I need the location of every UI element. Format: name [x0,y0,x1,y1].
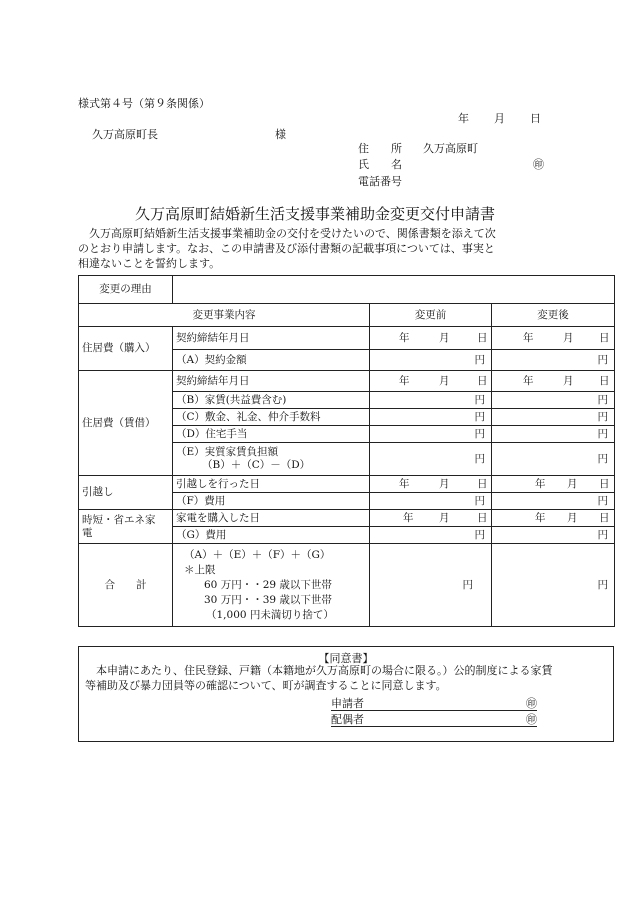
consent-line: 等補助及び暴力団員等の確認について、町が調査することに同意します。 [85,679,447,692]
recipient: 久万高原町長 [92,128,158,141]
name-label: 氏 名 [358,158,402,171]
applicant-seal: ㊞ [526,697,537,710]
before-amount-field[interactable]: 円 [370,493,492,510]
after-amount-field[interactable]: 円 [492,493,615,510]
after-date-field[interactable]: 年 月 日 [492,327,615,350]
moving-cost-label: （F）費用 [173,493,370,510]
contract-date-label: 契約締結年月日 [173,327,370,350]
actual-rent-label [173,443,370,476]
after-amount-field[interactable]: 円 [492,409,615,426]
reason-label: 変更の理由 [79,276,173,304]
consent-line: 本申請にあたり、住民登録、戸籍（本籍地が久万高原町の場合に限る。）公的制度による家賃 [85,664,553,677]
before-date-field[interactable]: 年 月 日 [370,327,492,350]
change-table [78,275,615,627]
intro-line: のとおり申請します。なお、この申請書及び添付書類の記載事項については、事実と [78,242,495,255]
consent-heading: 【同意書】 [318,652,374,665]
spouse-seal: ㊞ [526,713,537,726]
applicant-signature-field[interactable] [331,697,537,711]
appliance-date-label: 家電を購入した日 [173,510,370,527]
limit-line: 30 万円・・39 歳以下世帯 [204,593,332,606]
col-before-header: 変更前 [370,304,492,327]
before-date-field[interactable]: 年 月 日 [370,510,492,527]
after-amount-field[interactable]: 円 [492,426,615,443]
contract-amount-label: （A）契約金額 [173,350,370,371]
limit-label: ＊上限 [184,563,216,576]
actual-rent-formula: （B）＋（C）－（D） [202,459,311,471]
housing-rent-label: 住居費（賃借） [79,371,173,476]
spouse-signature-field[interactable] [331,713,537,727]
appliance-cost-label: （G）費用 [173,527,370,544]
before-date-field[interactable]: 年 月 日 [370,371,492,392]
before-amount-field[interactable]: 円 [370,392,492,409]
before-amount-field[interactable]: 円 [370,443,492,476]
col-content-header: 変更事業内容 [79,304,370,327]
consent-box [78,646,614,742]
form-number: 様式第４号（第９条関係） [78,97,210,110]
appliance-label-line: 時短・省エネ家 [82,513,156,526]
date-year: 年 [458,112,469,125]
reason-field[interactable] [173,276,615,304]
deposit-label: （C）敷金、礼金、仲介手数料 [173,409,370,426]
before-date-field[interactable]: 年 月 日 [370,476,492,493]
phone-label: 電話番号 [358,175,402,188]
before-amount-field[interactable]: 円 [370,409,492,426]
before-amount-field[interactable]: 円 [370,350,492,371]
after-date-field[interactable]: 年 月 日 [492,510,615,527]
after-date-field[interactable]: 年 月 日 [492,371,615,392]
after-amount-field[interactable]: 円 [492,350,615,371]
after-total-field[interactable]: 円 [492,544,615,627]
limit-line: （1,000 円未満切り捨て） [206,608,334,621]
before-amount-field[interactable]: 円 [370,527,492,544]
after-amount-field[interactable]: 円 [492,443,615,476]
actual-rent-title: （E）実質家賃負担額 [176,446,279,458]
total-formula-cell [173,544,370,627]
document-title: 久万高原町結婚新生活支援事業補助金変更交付申請書 [134,205,495,223]
table-row [79,304,615,327]
date-day: 日 [530,112,541,125]
address-label: 住 所 [358,142,402,155]
table-row [79,510,615,527]
after-amount-field[interactable]: 円 [492,392,615,409]
total-formula: （A）＋（E）＋（F）＋（G） [184,548,331,561]
before-amount-field[interactable]: 円 [370,426,492,443]
table-row [79,544,615,627]
housing-purchase-label: 住居費（購入） [79,327,173,371]
intro-paragraph [78,226,558,271]
table-row [79,276,615,304]
before-total-field[interactable]: 円 [370,544,492,627]
intro-line: 相違ないことを誓約します。 [78,257,221,270]
moving-date-label: 引越しを行った日 [173,476,370,493]
appliance-label [79,510,173,544]
contract-date-label: 契約締結年月日 [173,371,370,392]
total-label: 合 計 [79,544,173,627]
allowance-label: （D）住宅手当 [173,426,370,443]
intro-line: 久万高原町結婚新生活支援事業補助金の交付を受けたいので、関係書類を添えて次 [78,227,496,240]
consent-body [85,663,607,693]
after-date-field[interactable]: 年 月 日 [492,476,615,493]
rent-label: （B）家賃(共益費含む) [173,392,370,409]
moving-label: 引越し [79,476,173,510]
appliance-label-line: 電 [82,526,93,539]
honorific: 様 [275,128,286,141]
seal-mark: ㊞ [533,158,544,171]
col-after-header: 変更後 [492,304,615,327]
after-amount-field[interactable]: 円 [492,527,615,544]
limit-line: 60 万円・・29 歳以下世帯 [204,578,332,591]
table-row [79,371,615,392]
table-row [79,327,615,350]
applicant-label: 申請者 [331,697,364,710]
address-value: 久万高原町 [423,142,478,155]
date-month: 月 [494,112,505,125]
table-row [79,476,615,493]
spouse-label: 配偶者 [331,713,364,726]
